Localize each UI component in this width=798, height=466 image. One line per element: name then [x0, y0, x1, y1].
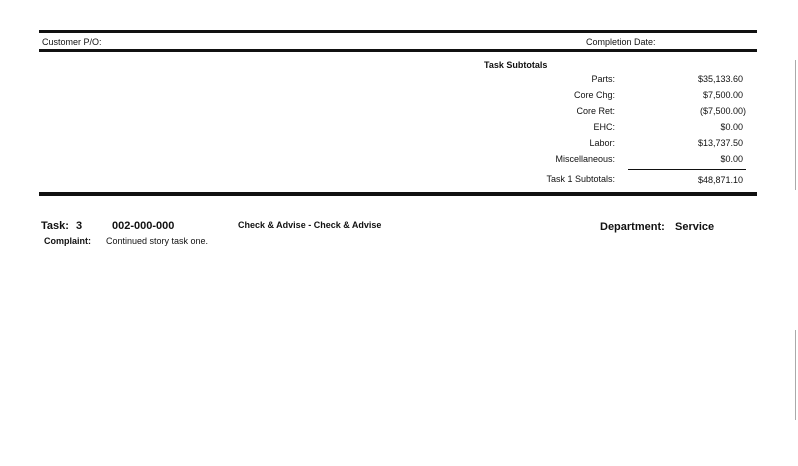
department-label: Department:	[600, 221, 665, 233]
task-subtotal-value: $48,871.10	[697, 175, 743, 185]
complaint-label: Complaint:	[44, 236, 91, 246]
task-number: 3	[76, 220, 83, 232]
subtotal-label-core-chg: Core Chg:	[573, 90, 615, 100]
section-bottom-rule	[39, 192, 757, 196]
completion-date-label: Completion Date:	[586, 37, 656, 47]
subtotal-label-core-ret: Core Ret:	[576, 106, 615, 116]
subtotal-value-ehc: $0.00	[720, 122, 743, 132]
department-value: Service	[675, 221, 715, 233]
task-subtotal-label: Task 1 Subtotals:	[546, 174, 615, 184]
subtotals-title: Task Subtotals	[484, 60, 548, 70]
top-rule	[39, 30, 757, 33]
task-code: 002-000-000	[112, 220, 175, 232]
subtotal-label-parts: Parts:	[591, 74, 615, 84]
subtotal-sum-rule	[628, 169, 746, 170]
task-description: Check & Advise - Check & Advise	[238, 220, 382, 230]
subtotal-label-labor: Labor:	[589, 138, 615, 148]
complaint-text: Continued story task one.	[106, 236, 209, 246]
subtotal-value-labor: $13,737.50	[697, 138, 743, 148]
subtotal-value-miscellaneous: $0.00	[720, 154, 743, 164]
subtotal-label-ehc: EHC:	[593, 122, 615, 132]
subtotal-value-core-ret: ($7,500.00)	[699, 106, 746, 116]
customer-po-label: Customer P/O:	[42, 37, 102, 47]
scan-edge-mark	[795, 330, 796, 420]
subtotal-label-miscellaneous: Miscellaneous:	[555, 154, 615, 164]
header-bottom-rule	[39, 49, 757, 52]
scan-edge-mark	[795, 60, 796, 190]
task-label: Task:	[41, 220, 69, 232]
subtotal-value-core-chg: $7,500.00	[702, 90, 743, 100]
subtotal-value-parts: $35,133.60	[697, 74, 743, 84]
